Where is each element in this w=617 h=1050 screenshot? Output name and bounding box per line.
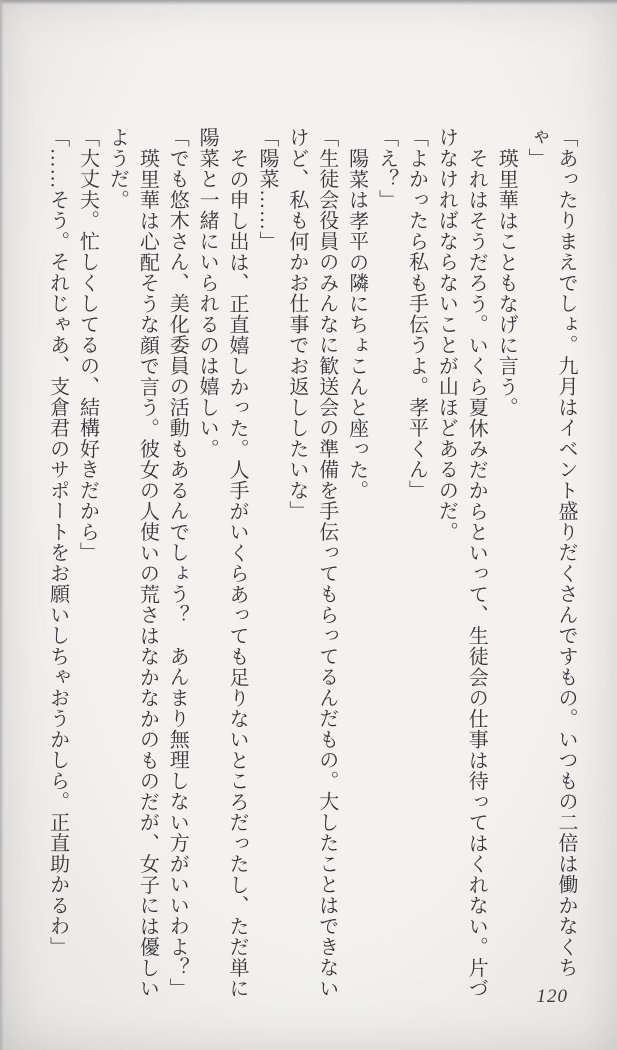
page-text — [42, 127, 580, 1001]
text-line: その申し出は、正直嬉しかった。人手がいくらあっても足りないところだったし、ただ単に — [226, 147, 249, 999]
text-line: 陽菜は孝平の隣にちょこんと座った。 — [345, 147, 368, 501]
text-line: 瑛里華はこともなげに言う。 — [495, 147, 518, 418]
text-line: けなければならないことが山ほどあるのだ。 — [435, 127, 458, 542]
text-line: 「え？」 — [375, 127, 398, 210]
text-line: 「大丈夫。忙しくしてるの、結構好きだから」 — [76, 127, 99, 563]
text-line: 陽菜と一緒にいられるのは嬉しい。 — [196, 127, 219, 459]
text-line: 「陽菜……」 — [255, 127, 278, 252]
text-line: 「でも悠木さん、美化委員の活動もあるんでしょう？ あんまり無理しない方がいいわよ？」 — [166, 127, 189, 999]
text-line: 「……そう。それじゃあ、支倉君のサポートをお願いしちゃおうかしら。正直助かるわ」 — [46, 127, 69, 957]
text-line: 瑛里華は心配そうな顔で言う。彼女の人使いの荒さはなかなかのものだが、女子には優しい — [136, 147, 159, 999]
page-number: 120 — [536, 986, 568, 1007]
text-line: 「生徒会役員のみんなに歓送会の準備を手伝ってもらってるんだもの。大したことはできない — [315, 127, 338, 999]
text-line: 「あったりまえでしょ。九月はイベント盛りだくさんですもの。いつもの二倍は働かなくちゃ」 — [525, 127, 577, 978]
text-line: ようだ。 — [106, 127, 129, 210]
text-line: それはそうだろう。いくら夏休みだからといって、生徒会の仕事は待ってはくれない。片づ — [465, 147, 488, 999]
text-line: 「よかったら私も手伝うよ。孝平くん」 — [405, 127, 428, 501]
text-line: けど、私も何かお仕事でお返ししたいな」 — [285, 127, 308, 522]
